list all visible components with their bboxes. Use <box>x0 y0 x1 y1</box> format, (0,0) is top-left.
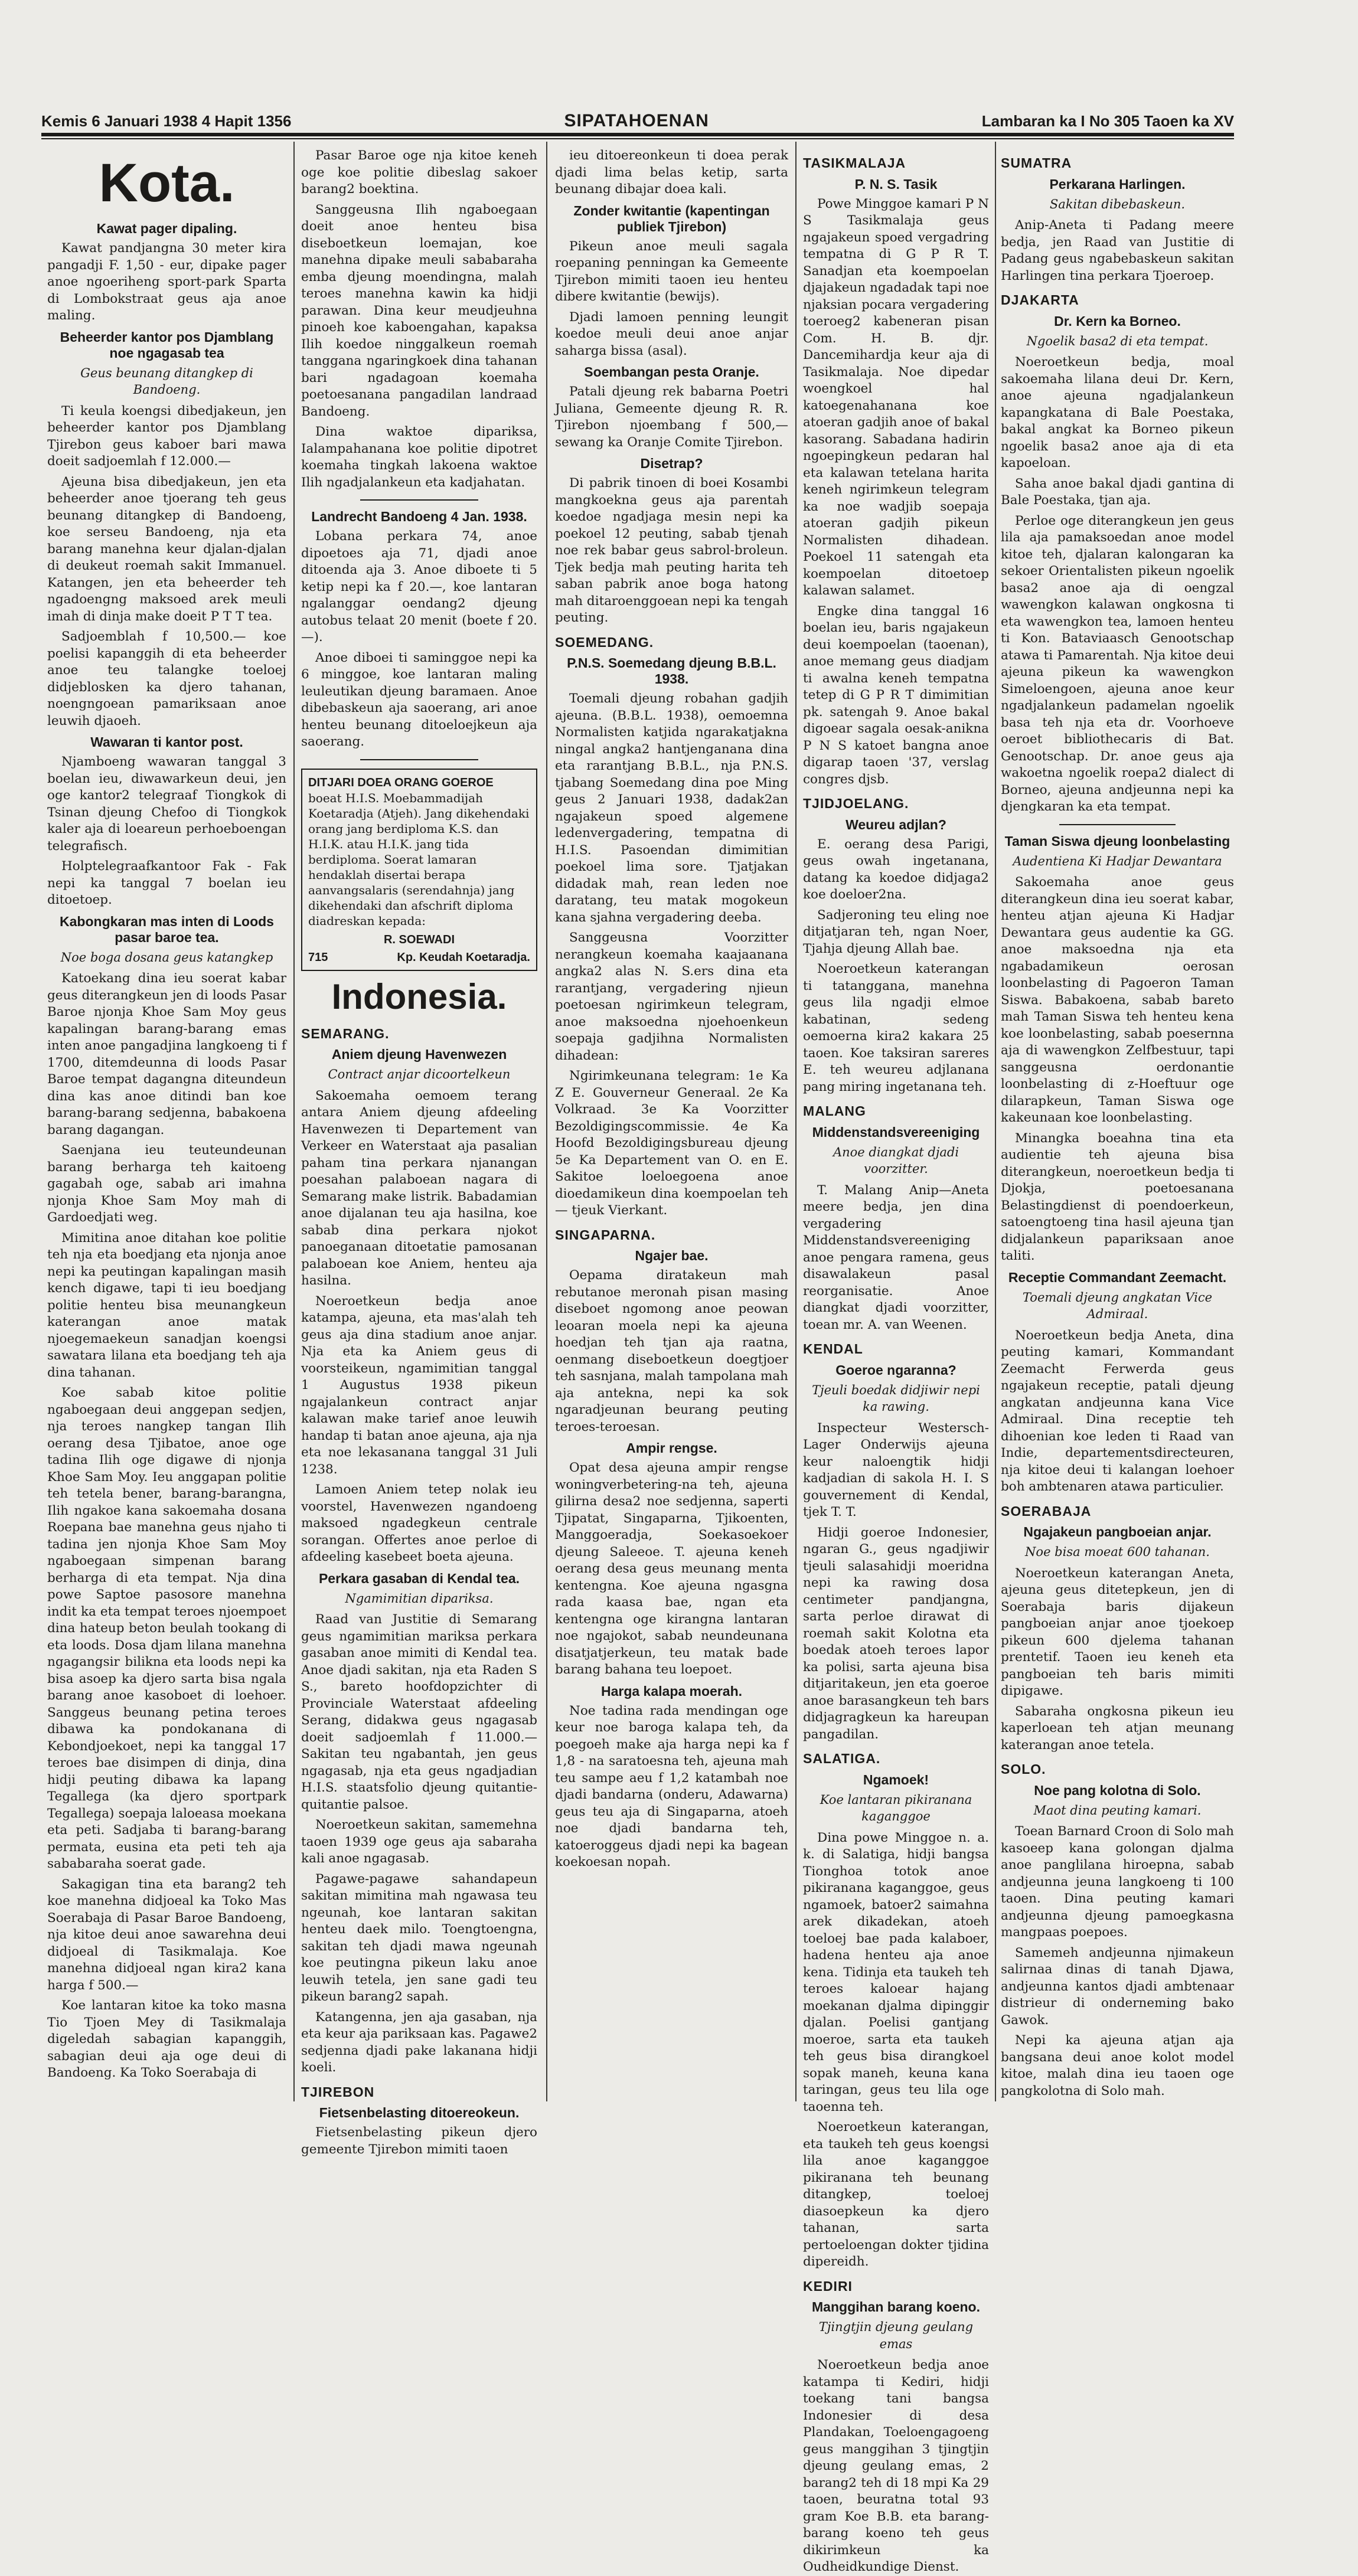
article-headline: Ampir rengse. <box>626 1440 717 1456</box>
article-headline: Perkara gasaban di Kendal tea. <box>318 1570 520 1586</box>
city-heading: SOLO. <box>1001 1761 1046 1777</box>
column-divider <box>293 142 295 2101</box>
article-headline: Landrecht Bandoeng 4 Jan. 1938. <box>311 509 527 524</box>
article-paragraph: Raad van Justitie di Semarang geus ngamimitian mariksa perkara gasaban anoe mimiti di Kendal tea. Anoe djadi sakitan, nja eta Raden S S., bareto hoofdopzichter di Provinciale Waterstaat afdeeling Serang, didakwa geus ngagasab doeit sadjoemlah f 11.000.— Sakitan teu ngabantah, jen geus ngagasab, nja eta geus ngadjadian H.I.S. staatsfolio djeung quitantie-quitantie palsoe. <box>301 1612 537 1812</box>
article-paragraph: Hidji goeroe Indonesier, ngaran G., geus ngadjiwir tjeuli salasahidji moeridna nepi ka rawing dosa centimeter pandjangna, sarta perloe dirawat di roemah sakit Kolotna eta boedak atoeh teroes lapor ka polisi, sarta ajeuna bisa ditjaritakeun, jen eta goeroe anoe barasangkeun teh bars didjagragkeun ka hareupan pangadilan. <box>803 1525 989 1742</box>
article-headline: P.N.S. Soemedang djeung B.B.L. 1938. <box>567 655 776 687</box>
article-paragraph: Pikeun anoe meuli sagala roepaning penningan ka Gemeente Tjirebon mimiti taoen ieu henteu dibere kwitantie (bewijs). <box>555 238 788 304</box>
article-divider <box>1059 824 1176 825</box>
article-paragraph: Oepama diratakeun mah rebutanoe meronah pisan masing diseboet ngomong anoe peowan leoaran moela nepi ka ajeuna hoedjan teh tjan aja raatna, oenmang diseboetkeun doegtjoer teh sasnjana, malah tampolana mah aja antekna, nepi ka sok ngaradjeunan beurang peuting teroes-teroesan. <box>555 1268 788 1434</box>
ad-title: DITJARI DOEA ORANG GOEROE <box>308 776 494 789</box>
article-paragraph: Sanggeusna Ilih ngaboegaan doeit anoe henteu bisa diseboetkeun loemajan, koe manehna dipake meuli sababaraha emba djeung moendingna, malah teroes manehna kawin ka hidji parawan. Dina keur meudjeuhna pinoeh koe kaboengahan, kapaksa Ilih koedoe ninggalkeun roemah tanggana ngaringkoek dina tahanan bari ngadagoan koemaha poetoesanana pangadilan landraad Bandoeng. <box>301 202 537 419</box>
article-paragraph: Pagawe-pagawe sahandapeun sakitan mimitina mah ngawasa teu ngeunah, koe lantaran sakitan henteu daek milo. Toengtoengna, sakitan teh djadi mawa ngeunah koe peutingna pikeun laku anoe leuwih tetela, jen sane gadi teu pikeun barang2 sapah. <box>301 1871 537 2004</box>
article-paragraph: Djadi lamoen penning leungit koedoe meuli deui anoe anjar saharga bissa (asal). <box>555 309 788 358</box>
article-paragraph: Katangenna, jen aja gasaban, nja eta keur aja pariksaan kas. Pagawe2 sedjenna djadi pake lakanana hidji koeli. <box>301 2009 537 2075</box>
article-headline: Wawaran ti kantor post. <box>90 734 243 750</box>
column-4 <box>803 148 989 2574</box>
article-divider <box>360 499 478 501</box>
article-paragraph: Noeroetkeun katerangan ti tatanggana, manehna geus lila ngadji elmoe kabatinan, sedeng oemoerna kira2 kakara 25 taoen. Koe taksiran sareres E. teh weureu adjlanana pang miring ingetanana teh. <box>803 962 989 1094</box>
article-paragraph: Koe sabab kitoe politie ngaboegaan deui anggepan sedjen, nja teroes nangkep tangan Ilih oerang desa Tjibatoe, anoe oge tadina Ilih oge digawe di njonja Khoe Sam Moy. Ieu anggapan politie teh tetela bener, barang-barangna, Ilih ngakoe kana sakoemaha dosana Roepana bae manehna geus njaho ti tadina jen njonja Khoe Sam Moy ngaboegaan simpenan barang berharga di eta tempat. Nja dina powe Saptoe pasosore manehna indit ka eta tempat teroes njoempoet dina hateup beton beulah tookang di eta loods. Dosa djam lilana manehna ngagangsir bilikna eta loods nepi ka bisa asoep ka djero sarta bisa ngala barang anoe kasoboet di loehoer. Sanggeus beunang petina teroes dibawa ka pondokanana di Kebondjoekoet, nepi ka tanggal 17 teroes bae disimpen di dinja, dina hidji peuting dibawa ka lapang Tegallega (ka djero sportpark Tegallega) soepaja laloeasa moekana eta peti. Sadjaba ti barang-barang permata, eusina eta peti teh aja sababaraha soerat gade. <box>47 1385 286 1871</box>
header-newspaper-name: SIPATAHOENAN <box>564 111 709 130</box>
article-headline: Ngamoek! <box>863 1771 929 1787</box>
article-subheading: Koe lantaran pikiranana kaganggoe <box>820 1792 972 1823</box>
article-paragraph: Noeroetkeun sakitan, samemehna taoen 1939 oge geus aja sabaraha kali anoe ngagasab. <box>301 1817 537 1866</box>
article-subheading: Noe bisa moeat 600 tahanan. <box>1025 1545 1210 1559</box>
article-paragraph: Noeroetkeun bedja Aneta, dina peuting kamari, Kommandant Zeemacht Ferwerda geus ngajakeun receptie, patali djeung angkatan andjeunna kana Vice Admiraal. Dina receptie teh dihoenian koe leden ti Raad van Indie, departementsdirecteuren, nja kitoe deui ti kalangan loehoer boh ambtenaren atawa particulier. <box>1001 1328 1234 1494</box>
column-5 <box>1001 148 1234 2113</box>
city-heading: SALATIGA. <box>803 1751 881 1766</box>
section-masthead-indonesia: Indonesia. <box>331 976 507 1016</box>
ad-number: 715 <box>308 950 328 964</box>
article-headline: Manggihan barang koeno. <box>812 2299 980 2315</box>
header-rule <box>41 133 1234 136</box>
article-headline: P. N. S. Tasik <box>854 176 938 192</box>
article-subheading: Anoe diangkat djadi voorzitter. <box>833 1145 959 1176</box>
ad-text: boeat H.I.S. Moebammadijah Koetaradja (Atjeh). Jang dikehendaki orang jang berdiploma K.S. dan H.I.K. atau H.I.K. jang tida berdiploma. Soerat lamaran hendaklah disertai berapa aanvangsalaris (serendahnja) jang dikehendaki dan afschrift diploma diadreskan kepada: <box>308 790 530 928</box>
article-headline: Middenstandsvereeniging <box>812 1124 980 1140</box>
article-headline: Beheerder kantor pos Djamblang noe ngagasab tea <box>60 329 274 361</box>
article-paragraph: Powe Minggoe kamari P N S Tasikmalaja geus ngajakeun spoed vergadring tempatna di G P R T. Sanadjan eta koempoelan djajakeun ngadadak tapi noe njaksian pocara vergadering toeroeg2 kabeneran pisan Com. H. B. djr. Dancemihardja keur aja di Tasikmalaja. Noe dipedar woengkoel hal katoegenahanana koe atoeran gadjih anoe of bakal kasorang. Sabadana hadirin ngoepingkeun pedaran hal eta kalawan tetelana harita keneh ngirimkeun telegram ka noe wadjib soepaja atoeran gadjih pikeun Normalisten dihadean. Poekoel 11 satengah eta koempoelan ditoetoep kalawan salamet. <box>803 196 989 598</box>
article-paragraph: Noeroetkeun bedja anoe katampa ti Kediri, hidji toekang tani bangsa Indonesier di desa Plandakan, Toeloengagoeng geus manggihan 3 tjingtjin djeung geulang emas, 2 barang2 teh di 18 mpi Ka 29 taoen, beuratna total 93 gram Koe B.B. eta barang-barang koeno teh geus dikirimkeun ka Oudheidkundige Dienst. <box>803 2358 989 2574</box>
article-headline: Ngajer bae. <box>635 1248 709 1263</box>
article-paragraph: Sanggeusna Voorzitter nerangkeun koemaha kaajaanana angka2 alas N. S.ers dina eta rarantjang, vergadering njieun poetoesan ngirimkeun telegram, anoe maksoedna njoehoenkeun soepaja gadjihna Normalisten dihadean: <box>555 930 788 1063</box>
column-divider <box>995 142 996 2101</box>
article-paragraph: Ajeuna bisa dibedjakeun, jen eta beheerder anoe tjoerang teh geus beunang ditangkep di Bandoeng, koe serseu Bandoeng, nja eta barang manehna keur djalan-djalan di deukeut roemah sakit Immanuel. Katangen, jen eta beheerder teh ngadoengng maksoed arek meuli imah di dinja make doeit P T T tea. <box>47 474 286 624</box>
article-paragraph: Sakoemaha anoe geus diterangkeun dina ieu soerat kabar, henteu atjan ajeuna Ki Hadjar Dewantara geus audentie ka GG. anoe maksoedna nja eta ngabadamikeun oerosan loonbelasting di Pagoeron Taman Siswa. Babakoena, sabab bareto mah Taman Siswa teh henteu kena koe loonbelasting, sabab poesernna aja di wawengkon Zelfbestuur, tapi sanggeusna oerdonantie loonbelasting di z-Hoeftuur oge dilarapkeun, Taman Siswa oge kakeunaan koe loonbelasting. <box>1001 875 1234 1125</box>
article-subheading: Maot dina peuting kamari. <box>1033 1803 1202 1817</box>
article-paragraph: Inspecteur Westersch-Lager Onderwijs ajeuna keur naloengtik hidji kadjadian di sakola H. I. S gouvernement di Kendal, tjek T. T. <box>803 1420 989 1519</box>
article-paragraph: E. oerang desa Parigi, geus owah ingetanana, datang ka koedoe didjaga2 koe doeloer2na. <box>803 836 989 902</box>
article-headline: Soembangan pesta Oranje. <box>584 364 759 380</box>
article-paragraph: Noeroetkeun katerangan, eta taukeh teh geus koengsi lila anoe kaganggoe pikiranana teh beunang ditangkep, toeloej diasoepkeun ka djero tahanan, sarta pertoeloengan dokter tjidina dipereidh. <box>803 2120 989 2269</box>
article-paragraph: Lobana perkara 74, anoe dipoetoes aja 71, djadi anoe ditoenda aja 3. Anoe diboete ti 5 ketip nepi ka f 20.—, koe lantaran ngalanggar oendang2 djeung autobus telaat 20 menit (boete f 20.—). <box>301 529 537 645</box>
article-paragraph: Noeroetkeun katerangan Aneta, ajeuna geus ditetepkeun, jen di Soerabaja baris dijakeun pangboeian anjar anoe tjoekoep pikeun 600 djelema tahanan prentetif. Taoen ieu keneh eta pangboeian teh baris mimiti dipigawe. <box>1001 1565 1234 1698</box>
article-paragraph: Dina waktoe dipariksa, Ialampahanana koe politie dipotret koemaha tingkah lakoena waktoe Ilih ngadjalankeun eta kadjahatan. <box>301 424 537 490</box>
ad-footer <box>308 950 530 965</box>
article-subheading: Ngamimitian dipariksa. <box>345 1591 494 1606</box>
article-paragraph: Kawat pandjangna 30 meter kira pangadji F. 1,50 - eur, dipake pager anoe ngoeriheng sport-park Sparta di Lombokstraat geus aja anoe maling. <box>47 241 286 323</box>
article-paragraph: Minangka boeahna tina eta audientie teh ajeuna bisa diterangkeun, noeroetkeun bedja ti Djokja, poetoesanana Belastingdienst di poendoerkeun, satoengtoeng tina hasil ajeuna tjan didjalankeun papariksaan anoe taliti. <box>1001 1130 1234 1263</box>
article-paragraph: Samemeh andjeunna njimakeun salirnaa dinas di tanah Djawa, andjeunna kantos djadi ambtenaar distrieur di onderneming bako Gawok. <box>1001 1945 1234 2028</box>
header-date: Kemis 6 Januari 1938 4 Hapit 1356 <box>41 112 292 130</box>
article-paragraph: Dina powe Minggoe n. a. k. di Salatiga, hidji bangsa Tionghoa totok anoe pikiranana kaganggoe, geus ngamoek, batoer2 saimahna arek dikadekan, atoeh toeloej bae pada kalaboer, hadena henteu aja anoe kena. Tidinja eta taukeh teh teroes kaloear hajang moekanan djalma dipinggir djalan. Poelisi gantjang moeroe, sarta eta taukeh teh geus bisa dirangkoel sopak maneh, keuna kana taringan, geus teu lila oge taoenna teh. <box>803 1830 989 2114</box>
article-paragraph: Patali djeung rek babarna Poetri Juliana, Gemeente djeung R. R. Tjirebon njoembang f 500,— sewang ka Oranje Comite Tjirebon. <box>555 384 788 450</box>
article-headline: Noe pang kolotna di Solo. <box>1034 1782 1201 1798</box>
article-paragraph: Lamoen Aniem tetep nolak ieu voorstel, Havenwezen ngandoeng maksoed ngadegkeun centrale sorangan. Offertes anoe perloe di afdeeling kasebeet boeta ajeuna. <box>301 1482 537 1564</box>
city-heading: TASIKMALAJA <box>803 155 906 171</box>
article-paragraph: Opat desa ajeuna ampir rengse woningverbetering-na teh, ajeuna gilirna desa2 noe sedjenna, saperti Tjipatat, Singaparna, Tjikoenten, Manggoeradja, Soekasoekoer djeung Saleeoe. T. ajeuna keneh oerang desa geus meunang menta kentengna. Koe ajeuna ngasgna rada kaasa bae, ngan eta kentengna oge kirangna lantaran noe ngajokot, sabab neundeunana disatjatjerkeun, teu matak bade barang bahana teu loepoet. <box>555 1460 788 1677</box>
city-heading: SEMARANG. <box>301 1025 390 1041</box>
article-paragraph: Anip-Aneta ti Padang meere bedja, jen Raad van Justitie di Padang geus ngabebaskeun sakitan Harlingen tina perkara Tjoeroep. <box>1001 218 1234 283</box>
city-heading: TJIDJOELANG. <box>803 796 909 811</box>
article-headline: Zonder kwitantie (kapentingan publiek Tjirebon) <box>573 202 770 234</box>
article-headline: Fietsenbelasting ditoereokeun. <box>319 2105 520 2120</box>
city-heading: KENDAL <box>803 1341 863 1356</box>
city-heading: SINGAPARNA. <box>555 1227 656 1243</box>
article-headline: Disetrap? <box>640 456 703 471</box>
article-paragraph: Sakagigan tina eta barang2 teh koe manehna didjoeal ka Toko Mas Soerabaja di Pasar Baroe Bandoeng, nja kitoe deui anoe sawarehna deui didjoeal di Tasikmalaja. Koe manehna didjoeal ngan kira2 kana harga f 500.— <box>47 1877 286 1993</box>
article-paragraph: Toean Barnard Croon di Solo mah kasoeep kana golongan djalma anoe panglilana hiroepna, sabab andjeunna jeuna langkoeng ti 100 taoen. Dina peuting kamari andjeunna djeung pamoegkasna mangpaas poepoes. <box>1001 1824 1234 1940</box>
article-paragraph: Sakoemaha oemoem terang antara Aniem djeung afdeeling Havenwezen ti Departement van Verkeer en Waterstaat aja pasalian paham tina perkara njanangan poesahan palaboean nagara di Semarang make listrik. Babadamian anoe dijalanan teu aja hasilna, koe sabab dina perkara njokot panoeganaan ditoetatie pamosanan palaboean koe Aniem, henteu aja hasilna. <box>301 1088 537 1288</box>
header-issue: Lambaran ka I No 305 Taoen ka XV <box>981 112 1234 130</box>
article-headline: Kabongkaran mas inten di Loods pasar baroe tea. <box>60 913 274 945</box>
article-paragraph: ieu ditoereonkeun ti doea perak djadi lima belas ketip, sarta beunang dibajar doea kali. <box>555 148 788 197</box>
article-headline: Taman Siswa djeung loonbelasting <box>1004 833 1230 849</box>
article-headline: Weureu adjlan? <box>846 816 946 832</box>
article-paragraph: Holptelegraafkantoor Fak - Fak nepi ka tanggal 7 boelan ieu ditoetoep. <box>47 859 286 907</box>
city-heading: MALANG <box>803 1103 866 1119</box>
city-heading: SOEMEDANG. <box>555 634 654 650</box>
article-paragraph: Ngirimkeunana telegram: 1e Ka Z E. Gouverneur Generaal. 2e Ka Volkraad. 3e Ka Voorzitter Bezoldigingscommissie. 4e Ka Hoofd Bezoldigingsbureau djeung 5e Ka Departement van O. en E. Sakitoe loeloegoena anoe dioedamikeun dina koempoelan teh — tjeuk Vierkant. <box>555 1068 788 1218</box>
article-subheading: Noe boga dosana geus katangkep <box>60 950 273 965</box>
city-heading: SOERABAJA <box>1001 1503 1092 1519</box>
column-3 <box>555 148 788 2113</box>
article-headline: Perkarana Harlingen. <box>1049 176 1186 192</box>
article-paragraph: Noe tadina rada mendingan oge keur noe baroga kalapa teh, da poegoeh make aja harga nepi ka f 1,8 - na saratoesna teh, ajeuna mah teu sampe aeu f 1,2 katambah noe djadi bandarna (onderu, Adawarna) geus teu aja di Singaparna, atoeh noe djadi bandarna teh, katoeroggeus djadi nepi ka bagean koekoesan nopah. <box>555 1703 788 1869</box>
article-paragraph: Sabaraha ongkosna pikeun ieu kaperloean teh atjan meunang katerangan anoe tetela. <box>1001 1704 1234 1753</box>
ad-contact-name: R. SOEWADI <box>383 933 455 946</box>
city-heading: SUMATRA <box>1001 155 1072 171</box>
column-2 <box>301 148 537 2157</box>
city-heading: DJAKARTA <box>1001 292 1079 308</box>
article-subheading: Ngoelik basa2 di eta tempat. <box>1026 334 1209 348</box>
article-subheading: Audentiena Ki Hadjar Dewantara <box>1013 854 1222 868</box>
city-heading: KEDIRI <box>803 2278 853 2294</box>
article-subheading: Tjingtjin djeung geulang emas <box>818 2320 974 2351</box>
section-masthead-kota: Kota. <box>99 153 235 213</box>
article-paragraph: T. Malang Anip—Aneta meere bedja, jen dina vergadering Middenstandsvereeniging anoe pengara ramena, geus disawalakeun pasal reorganisatie. Anoe diangkat djadi voorzitter, toean mr. A. van Weenen. <box>803 1182 989 1332</box>
article-headline: Aniem djeung Havenwezen <box>331 1047 507 1062</box>
article-headline: Kawat pager dipaling. <box>96 221 237 236</box>
article-paragraph: Ti keula koengsi dibedjakeun, jen beheerder kantor pos Djamblang Tjirebon geus kaboer bari mawa doeit sadjoemlah f 12.000.— <box>47 403 286 469</box>
ad-address: Kp. Keudah Koetaradja. <box>397 950 530 964</box>
article-paragraph: Di pabrik tinoen di boei Kosambi mangkoekna geus aja parentah koedoe ngadjaga mesin nepi ka poekoel 12 peuting, sabab tjenah noe rek babar geus sabrol-broleun. Tjek bedja mah peuting harita teh saban pabrik anoe boga hatong mah ditaroenggoean nepi ka tengah peuting. <box>555 476 788 625</box>
article-paragraph: Noeroetkeun bedja, moal sakoemaha lilana deui Dr. Kern, anoe ajeuna ngadjalankeun kapangkatana di Bale Poestaka, bakal angkat ka Borneo pikeun ngoelik basa2 anoe aja di eta kapoeloan. <box>1001 355 1234 470</box>
article-subheading: Toemali djeung angkatan Vice Admiraal. <box>1022 1290 1213 1321</box>
column-divider <box>795 142 796 2101</box>
city-heading: TJIREBON <box>301 2084 375 2100</box>
article-paragraph: Pasar Baroe oge nja kitoe keneh oge koe politie dibeslag sakoer barang2 boektina. <box>301 148 537 197</box>
article-paragraph: Njamboeng wawaran tanggal 3 boelan ieu, diwawarkeun deui, jen oge kantor2 telegraaf Tiongkok di Tsinan djeung Chefoo di Tiongkok kaler aja di loeareun perhoeboengan telegrafisch. <box>47 754 286 854</box>
article-subheading: Contract anjar dicoortelkeun <box>328 1067 511 1081</box>
article-paragraph: Sadjoemblah f 10,500.— koe poelisi kapanggih di eta beheerder anoe teu talangke toeloej didjeblosken ka djero tahanan, noengngoean pamariksaan anoe leuwih djaoeh. <box>47 629 286 728</box>
article-headline: Receptie Commandant Zeemacht. <box>1008 1269 1227 1285</box>
article-headline: Ngajakeun pangboeian anjar. <box>1023 1524 1212 1539</box>
article-divider <box>360 759 478 760</box>
article-paragraph: Mimitina anoe ditahan koe politie teh nja eta boedjang eta njonja anoe nepi ka peutingan kapalingan masih kench digawe, tapi ti ieu boedjang politie henteu bisa meunangkeun katerangan anoe matak njoegemaekeun sanadjan koengsi sawatara lilana eta boedjang teh aja dina tahanan. <box>47 1230 286 1380</box>
article-paragraph: Anoe diboei ti saminggoe nepi ka 6 minggoe, koe lantaran maling leuleutikan djeung baramaen. Anoe dibebaskeun aja saoerang, ari anoe henteu beunang ditoeloejkeun aja saoerang. <box>301 650 537 749</box>
article-subheading: Tjeuli boedak didjiwir nepi ka rawing. <box>812 1382 980 1414</box>
page-header <box>41 111 1234 131</box>
header-rule-thin <box>41 138 1234 139</box>
article-paragraph: Saenjana ieu teuteundeunan barang berharga teh kaitoeng gagabah oge, sabab ari imahna njonja Khoe Sam Moy mah di Gardoedjati weg. <box>47 1143 286 1225</box>
article-paragraph: Perloe oge diterangkeun jen geus lila aja pamaksoedan anoe model kitoe teh, djalaran kalongaran ka sekoer Orientalisten pikeun ngoelik basa2 anoe aja di oengzal wawengkon kalawan ongkosna ti eta wawengkon tea, lamoen henteu ti Kon. Bataviaasch Genootschap atawa ti Pamarentah. Nja kitoe deui ajeuna pikeun ka wawengkon Simeloengoen, ajeuna anoe keur ngadjalankeun padamelan ngoelik basa teh nja eta dr. Voorhoeve oeroet bibliothecaris di Bat. Genootschap. Dr. anoe geus aja wakoetna ngoelik roepa2 dialect di Borneo, ajeuna andjeunna nepi ka djengkaran ka eta tempat. <box>1001 513 1234 814</box>
article-paragraph: Toemali djeung robahan gadjih ajeuna. (B.B.L. 1938), oemoemna Normalisten katjida ngarakatjakna ningal angka2 hantjenganana dina eta rarantjang B.B.L., nja P.N.S. tjabang Soemedang dina poe Ming geus 2 Januari 1938, dadak2an ngajakeun spoed algemene ledenvergadering, tempatna di H.I.S. Pasoendan dimimitian poekoel lima sore. Tjatjakan didadak mah, rean leden noe daratang, teu matak mogokeun kana sjahna vergadering deeba. <box>555 691 788 925</box>
column-divider <box>546 142 547 2101</box>
article-headline: Goeroe ngaranna? <box>835 1362 957 1378</box>
article-headline: Harga kalapa moerah. <box>600 1683 743 1699</box>
column-1 <box>47 148 286 2113</box>
article-paragraph: Fietsenbelasting pikeun djero gemeente Tjirebon mimiti taoen <box>301 2125 537 2157</box>
article-paragraph: Koe lantaran kitoe ka toko masna Tio Tjoen Mey di Tasikmalaja digeledah sabagian kapanggih, sabagian deui aja oge deui di Bandoeng. Ka Toko Soerabaja di <box>47 1998 286 2080</box>
article-paragraph: Katoekang dina ieu soerat kabar geus diterangkeun jen di loods Pasar Baroe njonja Khoe Sam Moy geus kapalingan barang-barang emas inten anoe pangadjina langkoeng ti f 1700, ditemdeunna di loods Pasar Baroe tempat dagangna diteundeun dina kas anoe ditindi ban koe barang-barang sedjenna, babakoena barang dagangan. <box>47 971 286 1137</box>
article-paragraph: Sadjeroning teu eling noe ditjatjaran teh, ngan Noer, Tjahja djeung Allah bae. <box>803 907 989 956</box>
article-paragraph: Saha anoe bakal djadi gantina di Bale Poestaka, tjan aja. <box>1001 476 1234 508</box>
classified-ad <box>301 769 537 971</box>
article-headline: Dr. Kern ka Borneo. <box>1054 313 1181 329</box>
article-subheading: Geus beunang ditangkep di Bandoeng. <box>80 365 253 397</box>
article-paragraph: Noeroetkeun bedja anoe katampa, ajeuna, eta mas'alah teh geus aja dina stadium anoe anjar. Nja eta ka Aniem geus di voorsteikeun, ngamimitian tanggal 1 Augustus 1938 pikeun ngajalankeun contract anjar kalawan make tarief anoe leuwih handap ti batan anoe ajeuna, aja nja eta noe lekasanana tanggal 31 Juli 1238. <box>301 1293 537 1477</box>
article-paragraph: Engke dina tanggal 16 boelan ieu, baris ngajakeun deui koempoelan (taoenan), anoe memang geus diadjam ti awalna keneh tempatna tetep di G P R T dimimitian pk. satengah 9. Anoe bakal digoear sagala oesak-anikna P N S katoet bangna anoe digarap taoen '37, verslag congres djsb. <box>803 603 989 787</box>
article-subheading: Sakitan dibebaskeun. <box>1049 197 1186 211</box>
article-paragraph: Nepi ka ajeuna atjan aja bangsana deui anoe kolot model kitoe, malah dina ieu taoen oge pangkolotna di Solo mah. <box>1001 2033 1234 2098</box>
